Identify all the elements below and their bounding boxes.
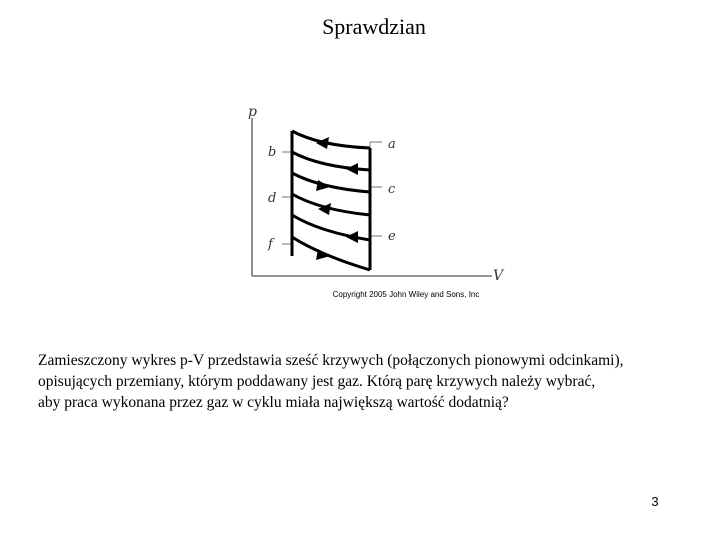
label-f: f — [268, 237, 273, 252]
arrow-left-2 — [346, 163, 358, 175]
curve-e — [292, 215, 370, 240]
curve-c — [292, 173, 370, 192]
label-a: a — [388, 137, 396, 152]
label-d: d — [268, 191, 277, 206]
question-line-1: Zamieszczony wykres p-V przedstawia sześć krzywych (połączonych pionowymi odcinkami), — [38, 352, 624, 369]
label-b: b — [268, 145, 277, 160]
arrow-left-1 — [316, 137, 329, 149]
curve-d — [292, 194, 370, 215]
page-number: 3 — [651, 494, 659, 509]
p-axis-label: p — [248, 104, 257, 120]
slide-title: Sprawdzian — [322, 14, 426, 39]
copyright-notice: Copyright 2005 John Wiley and Sons, Inc — [332, 290, 480, 299]
question-line-3: aby praca wykonana przez gaz w cyklu miała największą wartość dodatnią? — [38, 394, 509, 411]
question-line-2: opisujących przemiany, którym poddawany jest gaz. Którą parę krzywych należy wybrać, — [38, 373, 596, 390]
label-e: e — [388, 229, 396, 244]
arrow-left-4 — [346, 231, 358, 243]
question-text — [38, 350, 688, 413]
v-axis-label: V — [493, 268, 504, 284]
curve-a — [292, 131, 370, 148]
curve-b — [292, 152, 370, 170]
arrowheads — [316, 137, 358, 260]
label-c: c — [388, 182, 396, 197]
curve-f — [292, 237, 370, 270]
curves — [292, 131, 370, 270]
